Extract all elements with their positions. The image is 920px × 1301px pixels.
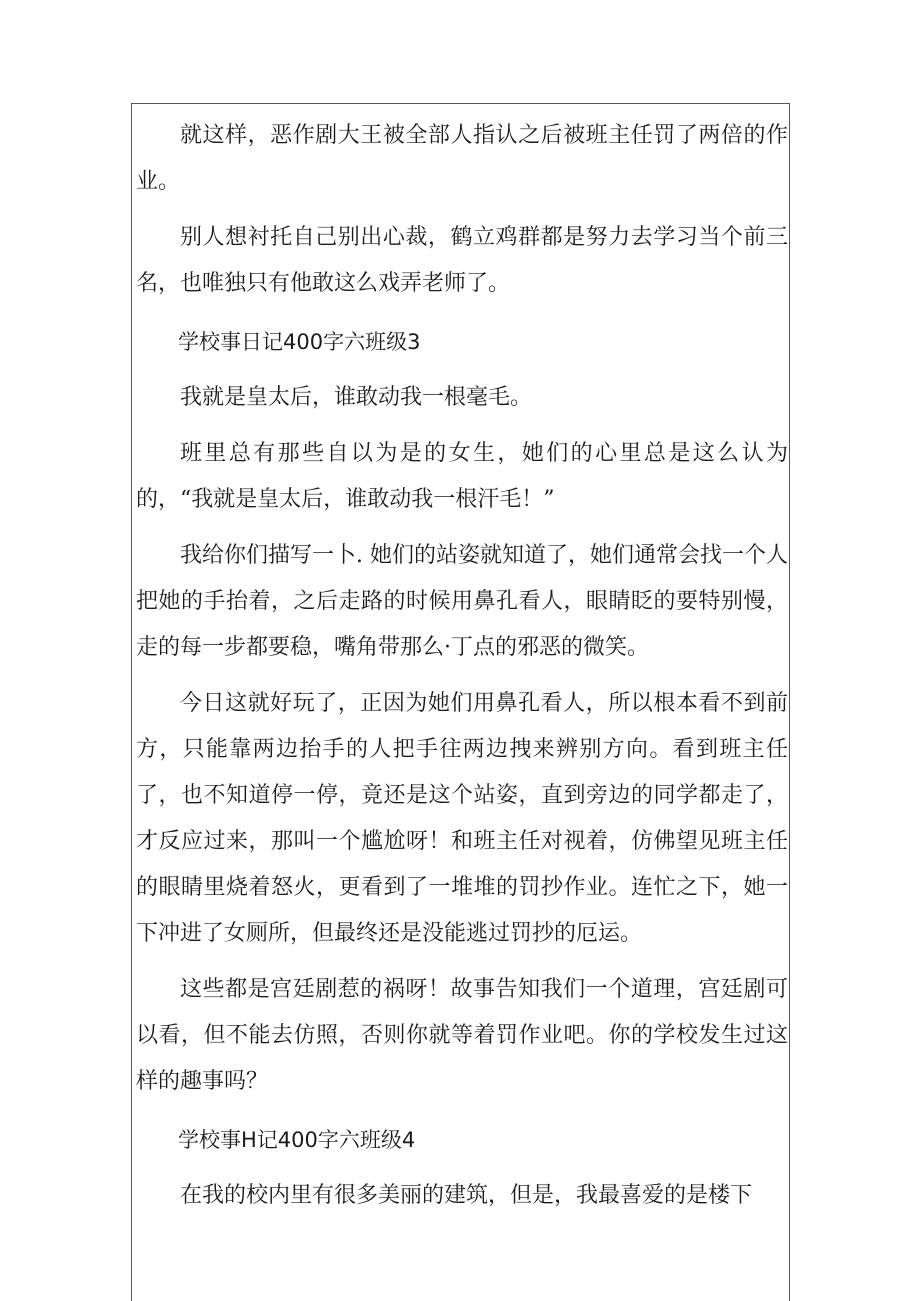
paragraph-3: 我就是皇太后，谁敢动我一根毫毛。 <box>180 385 533 410</box>
paragraph-7: 这些都是宫廷剧惹的祸呀！故事告知我们一个道理，宫廷剧可以看，但不能去仿照，否则你就等着罚作业吧。你的学校发生过这样的趣事吗？ <box>136 977 788 1094</box>
paragraph-8: 在我的校内里有很多美丽的建筑，但是，我最喜爱的是楼下 <box>180 1183 753 1208</box>
paragraph-5: 我给你们描写一卜. 她们的站姿就知道了，她们通常会找一个人把她的手抬着，之后走路的时候用鼻孔看人，眼睛眨的要特别慢，走的每一步都要稳，嘴角带那么·丁点的邪恶的微笑。 <box>136 543 788 660</box>
paragraph-6: 今日这就好玩了，正因为她们用鼻孔看人，所以根本看不到前方，只能靠两边抬手的人把手往两边拽来辨别方向。看到班主任了，也不知道停一停，竟还是这个站姿，直到旁边的同学都走了，才反应过来，那叫一个尴尬呀！和班主任对视着，仿佛望见班主任的眼睛里烧着怒火，更看到了一堆堆的罚抄作业。连忙之下，她一下冲进了女厕所，但最终还是没能逃过罚抄的厄运。 <box>136 691 788 946</box>
document-body <box>136 113 788 1219</box>
section-heading-4: 学校事H记400字六班级4 <box>178 1128 416 1152</box>
section-heading-3: 学校事日记400字六班级3 <box>178 330 421 354</box>
paragraph-4: 班里总有那些自以为是的女生，她们的心里总是这么认为的，“我就是皇太后，谁敢动我一根汗毛！” <box>136 441 788 512</box>
paragraph-2: 别人想衬托自己别出心裁，鹤立鸡群都是努力去学习当个前三名，也唯独只有他敢这么戏弄老师了。 <box>136 225 788 296</box>
paragraph-1: 就这样，恶作剧大王被全部人指认之后被班主任罚了两倍的作业。 <box>136 123 788 194</box>
